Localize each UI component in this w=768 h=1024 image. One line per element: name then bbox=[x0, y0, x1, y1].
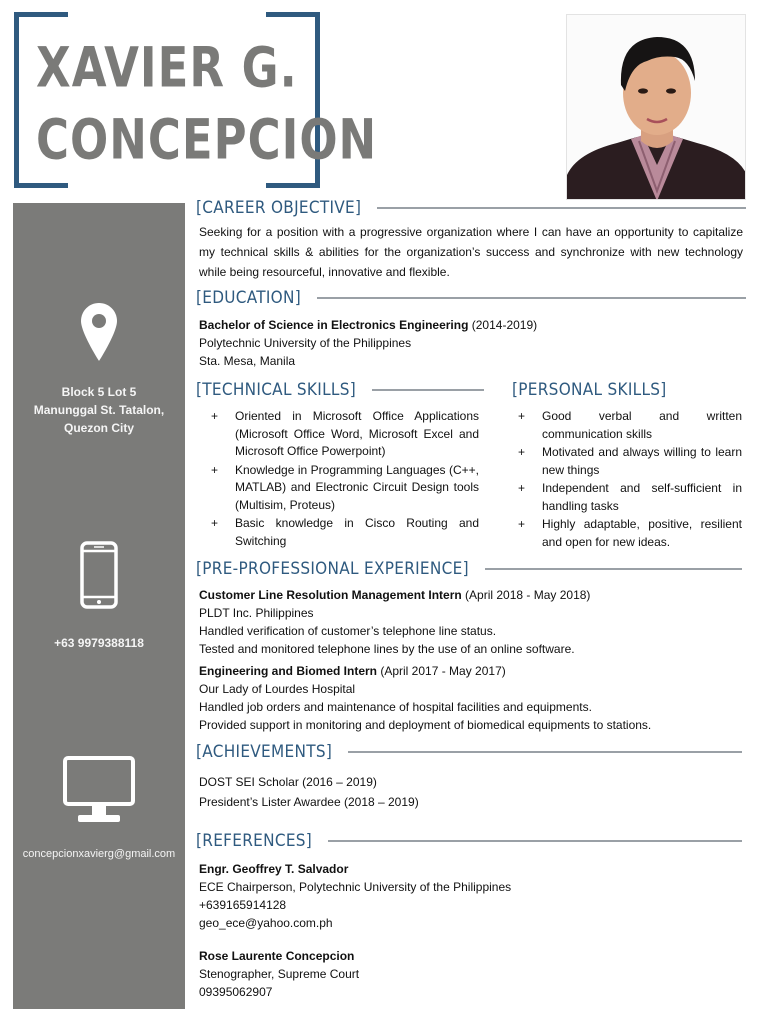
reference-email: geo_ece@yahoo.com.ph bbox=[199, 916, 333, 930]
reference-name: Engr. Geoffrey T. Salvador bbox=[199, 862, 349, 876]
career-objective-header bbox=[196, 198, 746, 218]
reference-entry bbox=[199, 860, 745, 932]
career-objective-text: Seeking for a position with a progressive organization where I can have an opportunity to capitalize my technical skills & abilities for the organization’s success and synchronize with new technology while being resourceful, innovative and flexible. bbox=[199, 225, 743, 279]
school: Polytechnic University of the Philippines bbox=[199, 336, 412, 350]
references-header bbox=[196, 831, 742, 851]
reference-entry bbox=[199, 947, 745, 1001]
job-duty: Handled job orders and maintenance of hospital facilities and equipments. bbox=[199, 700, 592, 714]
section-divider bbox=[372, 389, 484, 391]
list-item: + Highly adaptable, positive, resilient and open for new ideas. bbox=[518, 517, 742, 549]
phone-number: +63 9979388118 bbox=[54, 636, 144, 650]
job-company: Our Lady of Lourdes Hospital bbox=[199, 682, 356, 696]
school-location: Sta. Mesa, Manila bbox=[199, 354, 296, 368]
list-item: + Good verbal and written communication skills bbox=[518, 409, 742, 441]
desktop-monitor-icon bbox=[62, 755, 136, 830]
experience-entry bbox=[199, 662, 745, 734]
achievements-title: [ACHIEVEMENTS] bbox=[196, 742, 333, 762]
technical-skills-list bbox=[199, 408, 479, 551]
job-role: Customer Line Resolution Management Intern bbox=[199, 588, 462, 602]
location-pin-icon bbox=[81, 303, 117, 366]
job-duty: Tested and monitored telephone lines by the use of an online software. bbox=[199, 642, 575, 656]
achievements-list bbox=[199, 772, 745, 812]
reference-name: Rose Laurente Concepcion bbox=[199, 949, 355, 963]
list-item: + Basic knowledge in Cisco Routing and Switching bbox=[211, 516, 479, 548]
list-item: + Motivated and always willing to learn new things bbox=[518, 445, 742, 477]
reference-position: ECE Chairperson, Polytechnic University of the Philippines bbox=[199, 880, 512, 894]
career-objective-title: [CAREER OBJECTIVE] bbox=[196, 198, 362, 218]
contact-sidebar bbox=[13, 203, 185, 1009]
achievements-header bbox=[196, 742, 742, 762]
personal-skills-list bbox=[506, 408, 742, 552]
technical-skills-header bbox=[196, 380, 484, 400]
references-title: [REFERENCES] bbox=[196, 831, 313, 851]
first-name: XAVIER G. bbox=[36, 36, 298, 100]
education-entry bbox=[199, 316, 743, 370]
degree: Bachelor of Science in Electronics Engineering bbox=[199, 318, 469, 332]
job-period: (April 2018 - May 2018) bbox=[461, 588, 591, 602]
reference-phone: +639165914128 bbox=[199, 898, 287, 912]
section-divider bbox=[377, 207, 746, 209]
education-title: [EDUCATION] bbox=[196, 288, 302, 308]
degree-years: (2014-2019) bbox=[468, 318, 538, 332]
technical-skills-title: [TECHNICAL SKILLS] bbox=[196, 380, 356, 400]
list-item: + Oriented in Microsoft Office Applications (Microsoft Office Word, Microsoft Excel and Microsoft Office Powerpoint) bbox=[211, 409, 479, 458]
job-duty: Handled verification of customer’s telephone line status. bbox=[199, 624, 497, 638]
section-divider bbox=[317, 297, 746, 299]
experience-title: [PRE-PROFESSIONAL EXPERIENCE] bbox=[196, 559, 469, 579]
experience-entry bbox=[199, 586, 745, 658]
section-divider bbox=[485, 568, 742, 570]
section-divider bbox=[328, 840, 742, 842]
experience-header bbox=[196, 559, 742, 579]
job-period: (April 2017 - May 2017) bbox=[377, 664, 506, 678]
section-divider bbox=[348, 751, 742, 753]
personal-skills-header bbox=[512, 380, 746, 400]
job-duty: Provided support in monitoring and deployment of biomedical equipments to stations. bbox=[199, 718, 652, 732]
reference-phone: 09395062907 bbox=[199, 985, 273, 999]
list-item: President’s Lister Awardee (2018 – 2019) bbox=[199, 795, 419, 809]
address-line-2: Manunggal St. Tatalon, bbox=[33, 403, 165, 417]
education-header bbox=[196, 288, 746, 308]
name-header bbox=[14, 12, 378, 188]
address-line-1: Block 5 Lot 5 bbox=[61, 385, 137, 399]
list-item: + Independent and self-sufficient in handling tasks bbox=[518, 481, 742, 513]
address-line-3: Quezon City bbox=[63, 421, 134, 435]
list-item: + Knowledge in Programming Languages (C++, MATLAB) and Electronic Circuit Design tools (Multisim, Proteus) bbox=[211, 462, 479, 512]
job-company: PLDT Inc. Philippines bbox=[199, 606, 314, 620]
list-item: DOST SEI Scholar (2016 – 2019) bbox=[199, 775, 377, 789]
personal-skills-title: [PERSONAL SKILLS] bbox=[512, 380, 667, 400]
last-name: CONCEPCION bbox=[36, 108, 378, 172]
mobile-phone-icon bbox=[80, 541, 118, 614]
profile-photo bbox=[566, 14, 746, 200]
email-address: concepcionxavierg@gmail.com bbox=[22, 848, 176, 860]
reference-position: Stenographer, Supreme Court bbox=[199, 967, 360, 981]
job-role: Engineering and Biomed Intern bbox=[199, 664, 378, 678]
